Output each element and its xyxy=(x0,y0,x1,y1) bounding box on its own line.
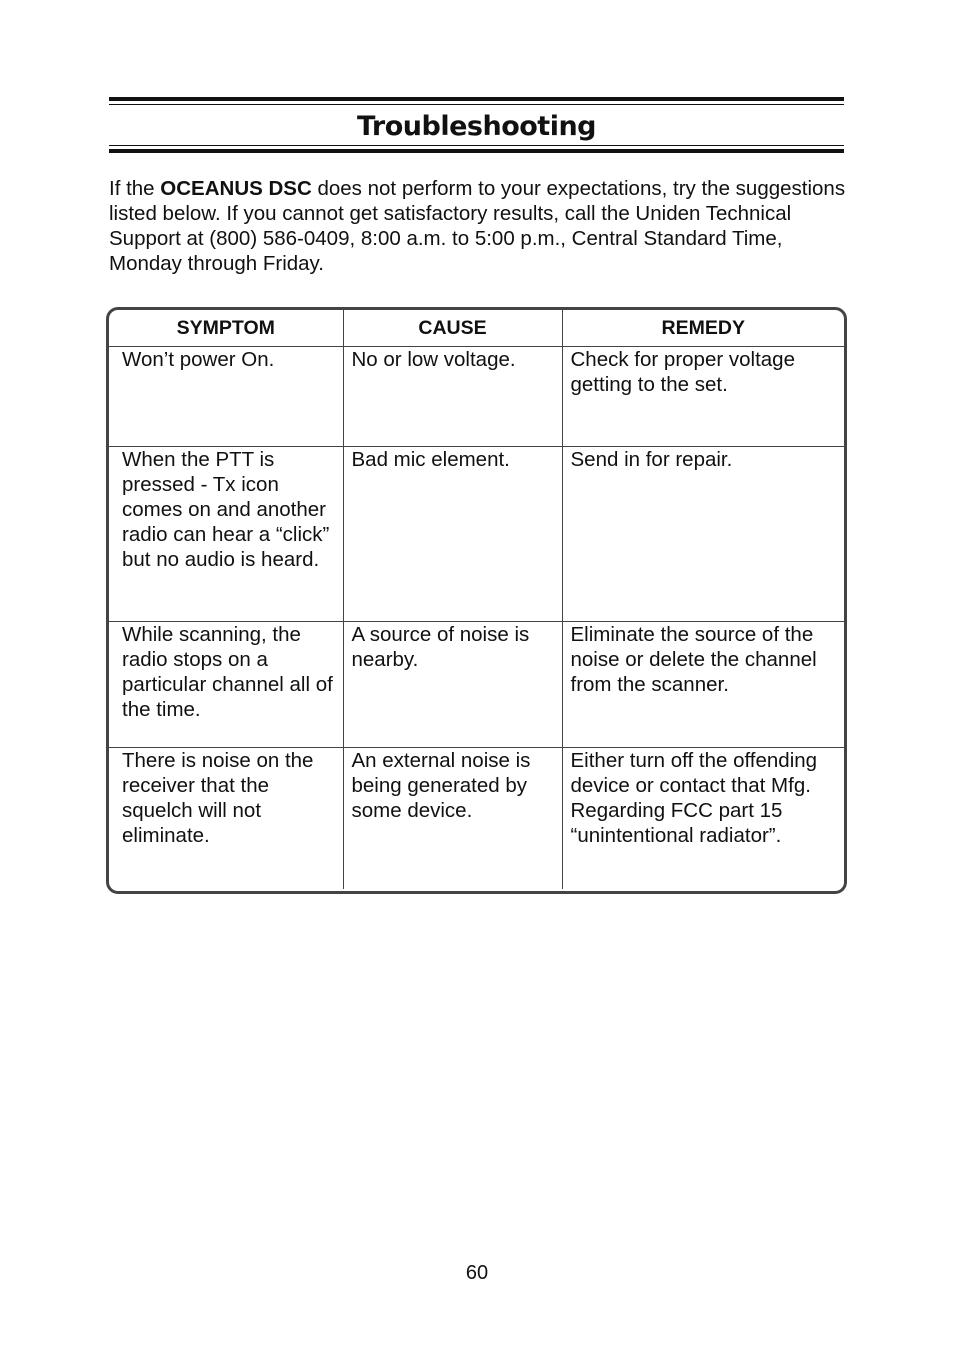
header-remedy: REMEDY xyxy=(562,310,844,347)
remedy-cell: Either turn off the offending device or contact that Mfg. Regarding FCC part 15 “unintentional radiator”. xyxy=(562,748,844,890)
title-rule-top-thick xyxy=(109,97,844,101)
page-number: 60 xyxy=(465,1262,489,1284)
troubleshooting-table xyxy=(106,307,847,894)
title-rule-bottom-thick xyxy=(109,149,844,153)
intro-suffix: does not perform to your expectations, try the suggestions listed below. If you cannot get satisfactory results, call the Uniden Technical Support at (800) 586-0409, 8:00 a.m. to 5:00 p.m., Central Standard Time, Monday through Friday. xyxy=(109,177,846,275)
symptom-cell: While scanning, the radio stops on a particular channel all of the time. xyxy=(109,622,343,748)
remedy-cell: Check for proper voltage getting to the set. xyxy=(562,347,844,447)
table-row xyxy=(109,622,844,748)
table-header-row xyxy=(109,310,844,347)
cause-cell: Bad mic element. xyxy=(343,447,562,622)
symptom-cell: Won’t power On. xyxy=(122,348,275,371)
table-row xyxy=(109,447,844,622)
intro-paragraph xyxy=(109,176,849,276)
table-row xyxy=(109,347,844,447)
cause-cell: No or low voltage. xyxy=(343,347,562,447)
remedy-cell: Eliminate the source of the noise or delete the channel from the scanner. xyxy=(562,622,844,748)
remedy-cell: Send in for repair. xyxy=(562,447,844,622)
cause-cell: A source of noise is nearby. xyxy=(343,622,562,748)
symptom-cell: When the PTT is pressed - Tx icon comes on and another radio can hear a “click” but no audio is heard. xyxy=(109,447,343,622)
product-name: OCEANUS DSC xyxy=(160,177,312,200)
intro-prefix: If the xyxy=(109,177,161,200)
page-title: Troubleshooting xyxy=(356,111,597,142)
header-cause: CAUSE xyxy=(343,310,562,347)
title-rule-bottom-thin xyxy=(109,145,844,146)
title-rule-top-thin xyxy=(109,104,844,105)
table-row xyxy=(109,748,844,890)
cause-cell: An external noise is being generated by some device. xyxy=(343,748,562,890)
header-symptom: SYMPTOM xyxy=(109,310,343,347)
symptom-cell: There is noise on the receiver that the squelch will not eliminate. xyxy=(109,748,343,890)
